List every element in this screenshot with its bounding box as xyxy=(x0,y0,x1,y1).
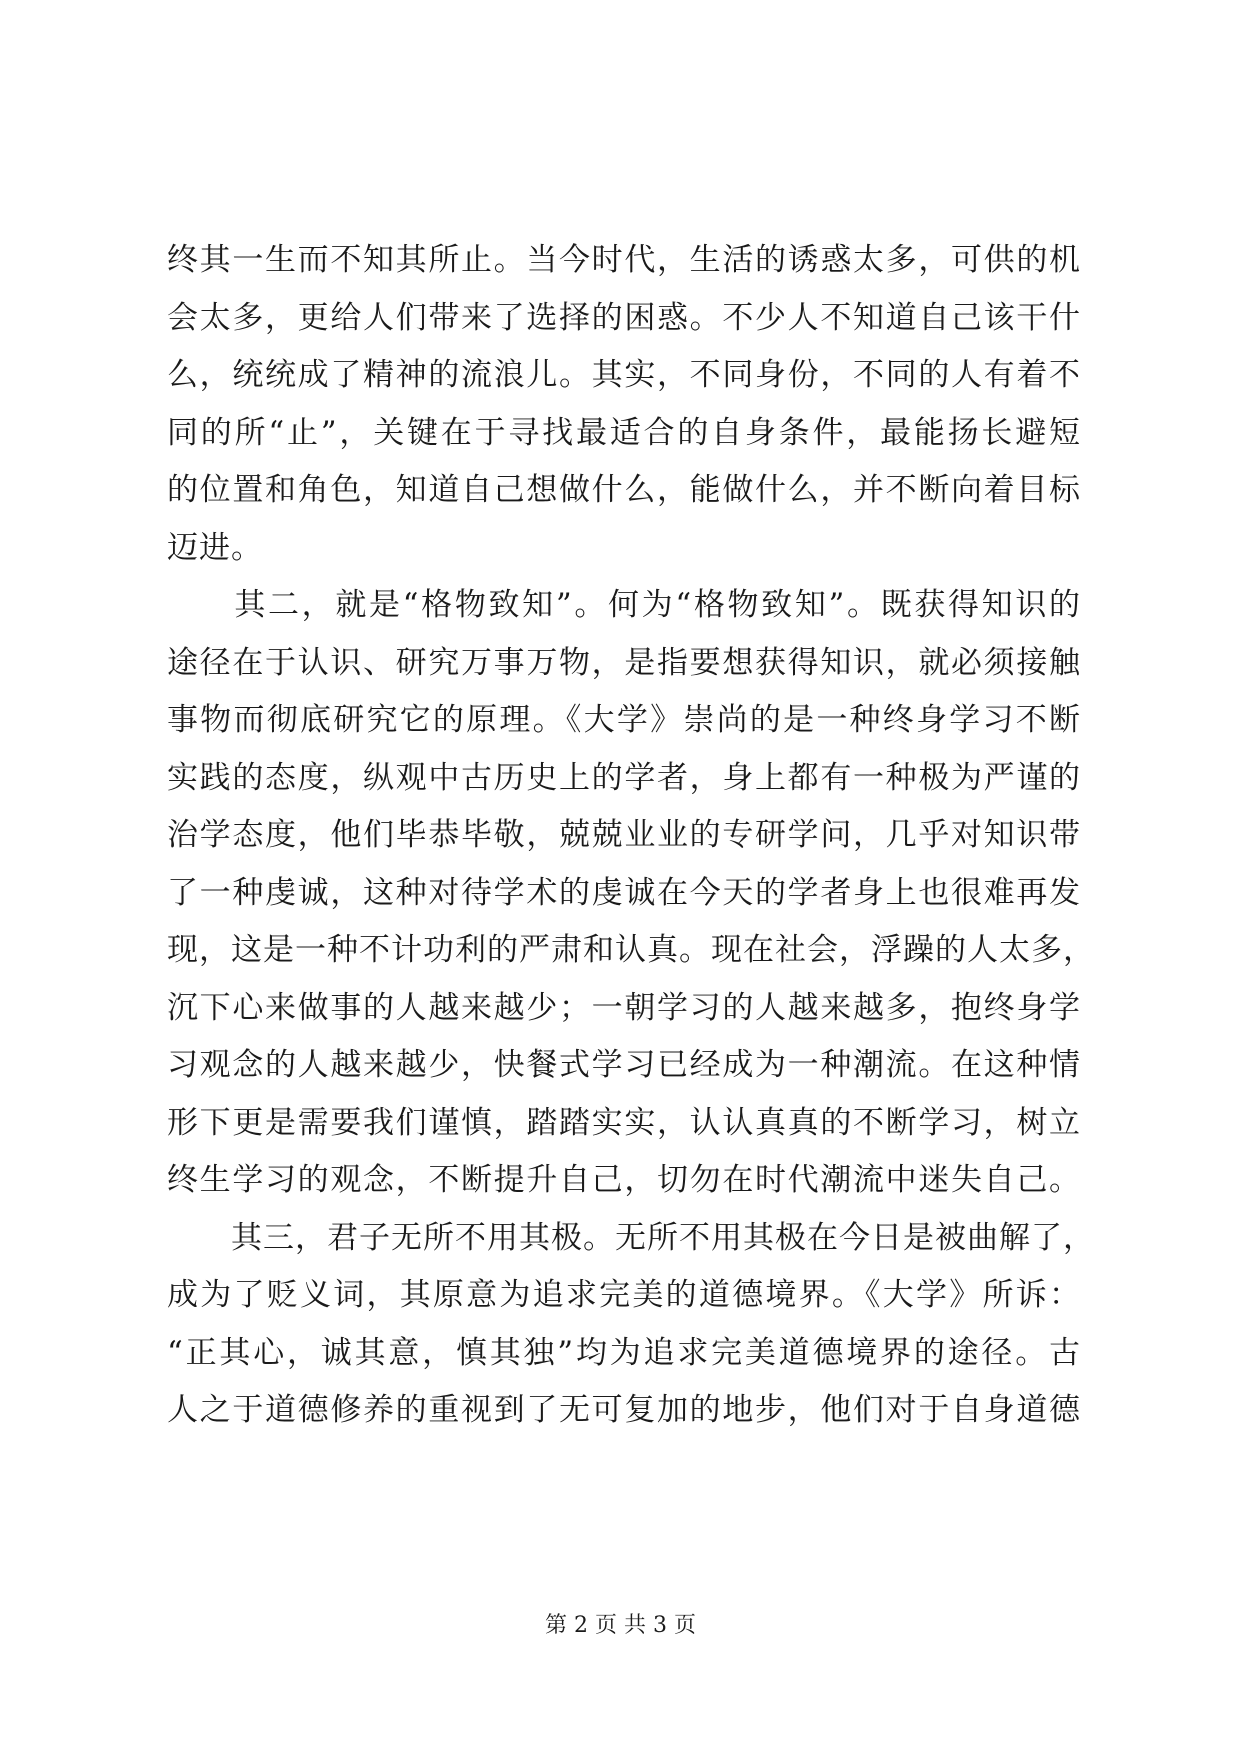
page-footer: 第 2 页 共 3 页 xyxy=(545,1613,696,1638)
text-line: 么，统统成了精神的流浪儿。其实，不同身份，不同的人有着不 xyxy=(167,357,1081,393)
text-line: 治学态度，他们毕恭毕敬，兢兢业业的专研学问，几乎对知识带 xyxy=(167,817,1081,853)
text-line: 现，这是一种不计功利的严肃和认真。现在社会，浮躁的人太多， xyxy=(167,932,1095,968)
text-line: 途径在于认识、研究万事万物，是指要想获得知识，就必须接触 xyxy=(167,644,1081,681)
body-text xyxy=(167,232,1095,1440)
text-line: 迈进。 xyxy=(167,529,263,566)
text-line: 同的所“止”，关键在于寻找最适合的自身条件，最能扬长避短 xyxy=(167,414,1081,451)
text-line: 事物而彻底研究它的原理。《大学》崇尚的是一种终身学习不断 xyxy=(167,702,1081,738)
text-line: 成为了贬义词，其原意为追求完美的道德境界。《大学》所诉： xyxy=(167,1277,1081,1313)
text-line: 实践的态度，纵观中古历史上的学者，身上都有一种极为严谨的 xyxy=(167,759,1081,796)
text-line: 习观念的人越来越少，快餐式学习已经成为一种潮流。在这种情 xyxy=(167,1047,1081,1083)
text-line: 会太多，更给人们带来了选择的困惑。不少人不知道自己该干什 xyxy=(167,299,1081,336)
text-line: 沉下心来做事的人越来越少；一朝学习的人越来越多，抱终身学 xyxy=(167,989,1081,1026)
text-line: 其三，君子无所不用其极。无所不用其极在今日是被曲解了， xyxy=(167,1219,1095,1256)
text-line: 其二，就是“格物致知”。何为“格物致知”。既获得知识的 xyxy=(167,587,1081,623)
text-line: 终其一生而不知其所止。当今时代，生活的诱惑太多，可供的机 xyxy=(167,242,1081,278)
text-line: 形下更是需要我们谨慎，踏踏实实，认认真真的不断学习，树立 xyxy=(167,1104,1081,1141)
text-line: 终生学习的观念，不断提升自己，切勿在时代潮流中迷失自己。 xyxy=(167,1162,1081,1198)
text-line: 的位置和角色，知道自己想做什么，能做什么，并不断向着目标 xyxy=(167,472,1081,508)
text-line: 人之于道德修养的重视到了无可复加的地步，他们对于自身道德 xyxy=(167,1392,1081,1428)
text-line: “正其心，诚其意，慎其独”均为追求完美道德境界的途径。古 xyxy=(167,1334,1081,1371)
text-line: 了一种虔诚，这种对待学术的虔诚在今天的学者身上也很难再发 xyxy=(167,874,1081,911)
